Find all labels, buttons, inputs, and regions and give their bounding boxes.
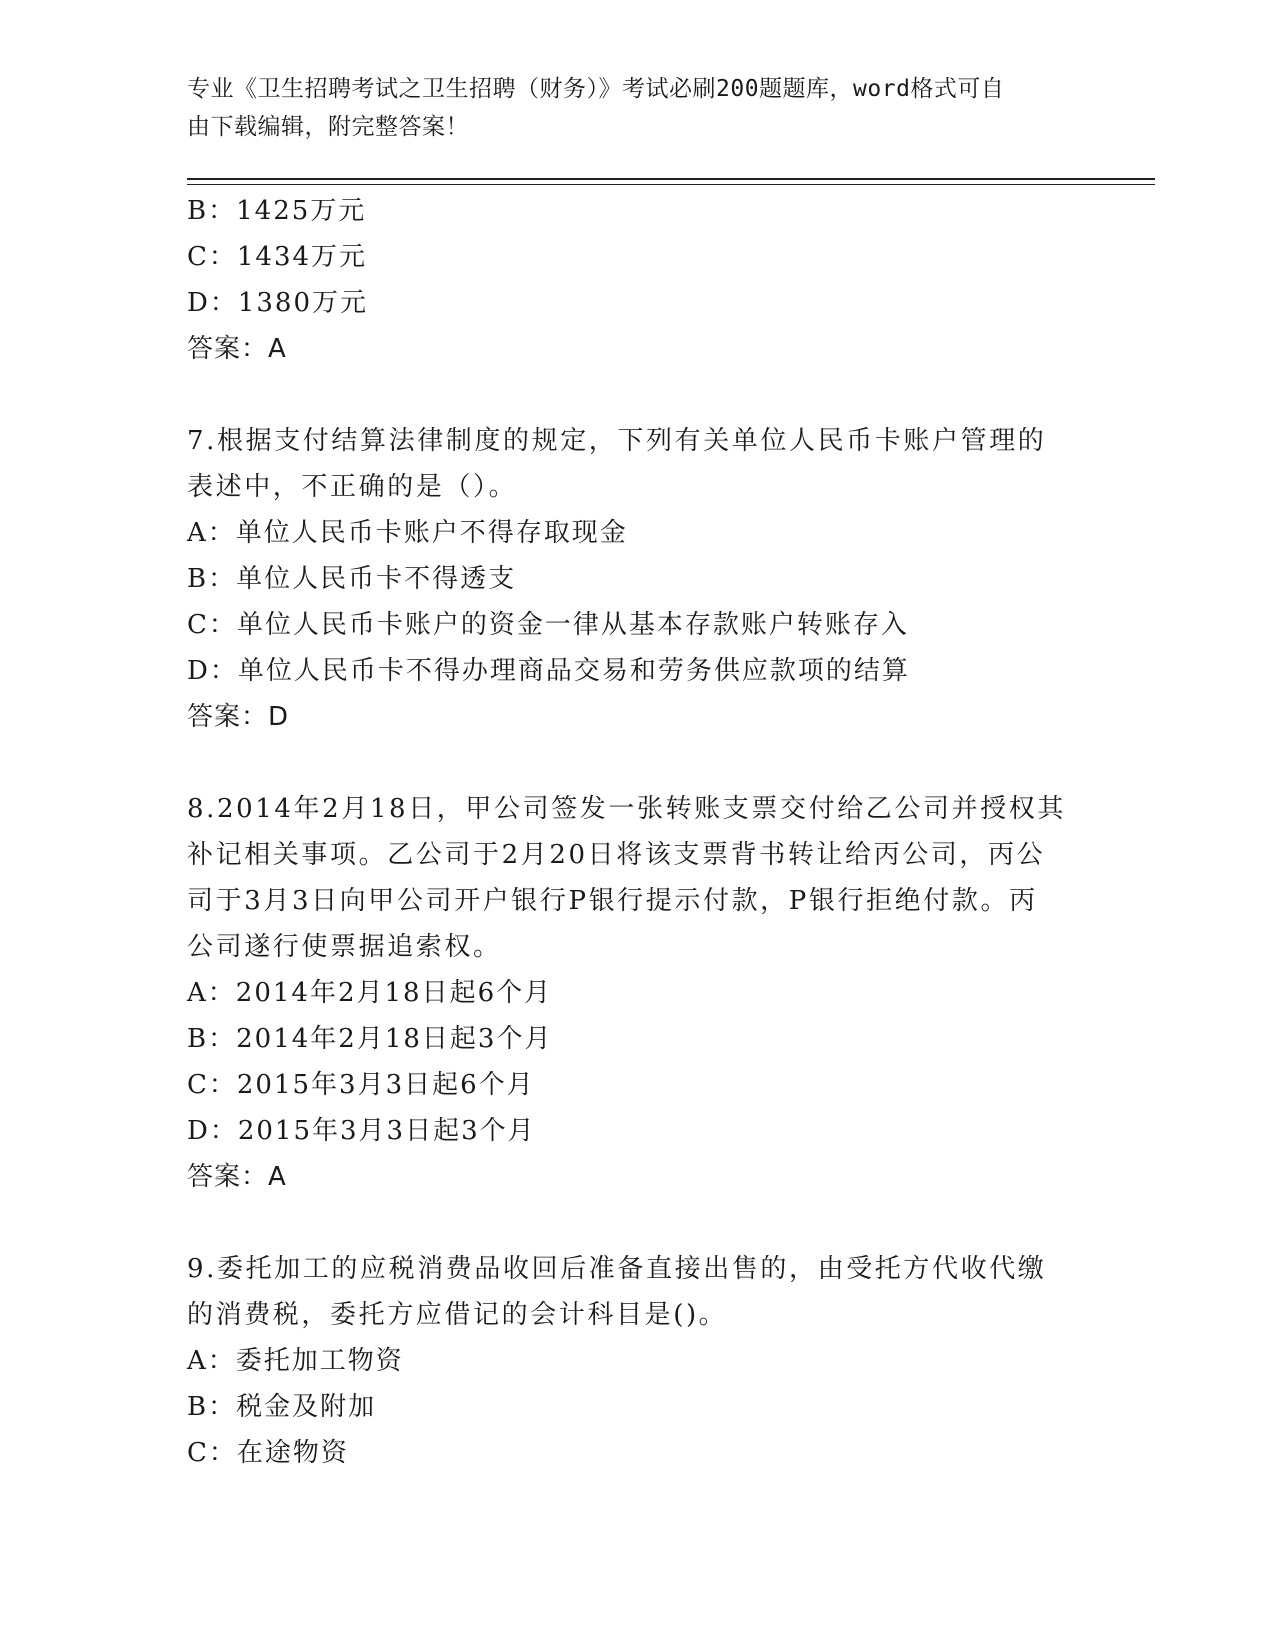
question-stem-line: 表述中，不正确的是（）。 — [187, 472, 518, 502]
answer-line: 答案：A — [187, 334, 287, 364]
question-block-7 — [187, 418, 1087, 740]
question-block-6 — [187, 188, 1087, 372]
option-a: A：委托加工物资 — [187, 1346, 404, 1376]
question-stem-line: 司于3月3日向甲公司开户银行P银行提示付款，P银行拒绝付款。丙 — [187, 886, 1038, 916]
option-c: C：单位人民币卡账户的资金一律从基本存款账户转账存入 — [187, 610, 909, 640]
option-d: D：1380万元 — [187, 288, 369, 318]
question-stem-line: 公司遂行使票据追索权。 — [187, 932, 502, 962]
option-d: D：2015年3月3日起3个月 — [187, 1116, 536, 1146]
spacer — [187, 372, 1087, 418]
option-c: C：在途物资 — [187, 1438, 349, 1468]
header-line-2: 由下载编辑，附完整答案！ — [187, 114, 469, 140]
question-block-9 — [187, 1246, 1087, 1476]
question-list — [187, 188, 1087, 1476]
option-b: B：2014年2月18日起3个月 — [187, 1024, 553, 1054]
question-stem-line: 补记相关事项。乙公司于2月20日将该支票背书转让给丙公司，丙公 — [187, 840, 1046, 870]
option-a: A：2014年2月18日起6个月 — [187, 978, 553, 1008]
spacer — [187, 740, 1087, 786]
question-stem-line: 9.委托加工的应税消费品收回后准备直接出售的，由受托方代收代缴 — [187, 1254, 1047, 1284]
option-b: B：税金及附加 — [187, 1392, 377, 1422]
header-divider-thin — [187, 184, 1155, 185]
header-divider-thick — [187, 178, 1155, 180]
option-b: B：1425万元 — [187, 196, 367, 226]
page-header — [187, 70, 1067, 146]
option-d: D：单位人民币卡不得办理商品交易和劳务供应款项的结算 — [187, 656, 910, 686]
option-c: C：1434万元 — [187, 242, 368, 272]
option-c: C：2015年3月3日起6个月 — [187, 1070, 535, 1100]
question-stem-line: 7.根据支付结算法律制度的规定，下列有关单位人民币卡账户管理的 — [187, 426, 1047, 456]
question-stem-line: 的消费税，委托方应借记的会计科目是()。 — [187, 1300, 728, 1330]
spacer — [187, 1200, 1087, 1246]
question-block-8 — [187, 786, 1087, 1200]
question-stem-line: 8.2014年2月18日，甲公司签发一张转账支票交付给乙公司并授权其 — [187, 794, 1067, 824]
answer-line: 答案：D — [187, 702, 290, 732]
header-line-1: 专业《卫生招聘考试之卫生招聘（财务）》考试必刷200题题库，word格式可自 — [187, 76, 1005, 102]
option-a: A：单位人民币卡账户不得存取现金 — [187, 518, 628, 548]
option-b: B：单位人民币卡不得透支 — [187, 564, 517, 594]
answer-line: 答案：A — [187, 1162, 287, 1192]
